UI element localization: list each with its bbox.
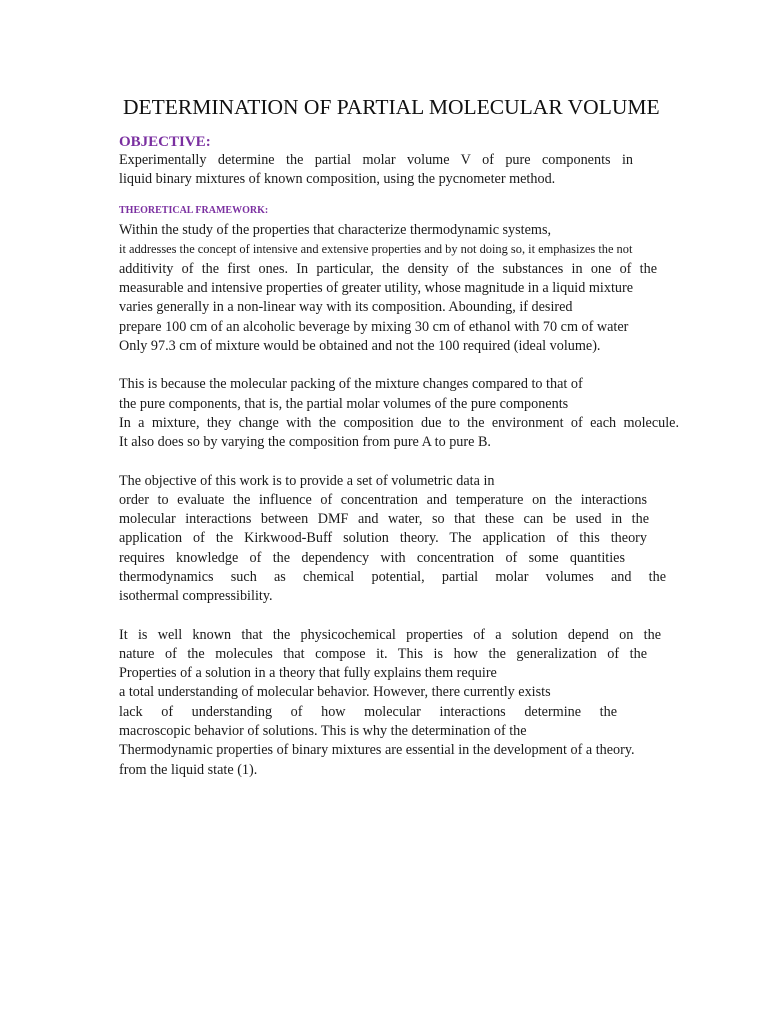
objective-line: Experimentally determine the partial molar volume V of pure components in — [119, 152, 633, 168]
paragraph-line: prepare 100 cm of an alcoholic beverage by mixing 30 cm of ethanol with 70 cm of water — [119, 319, 629, 335]
paragraph-line: it addresses the concept of intensive and extensive properties and by not doing so, it emphasizes the not — [119, 242, 633, 256]
page-title: DETERMINATION OF PARTIAL MOLECULAR VOLUME — [123, 95, 660, 119]
paragraph-line: varies generally in a non-linear way with its composition. Abounding, if desired — [119, 299, 573, 315]
paragraph-line: thermodynamics such as chemical potential, partial molar volumes and the — [119, 569, 666, 585]
paragraph-line: Only 97.3 cm of mixture would be obtained and not the 100 required (ideal volume). — [119, 338, 601, 354]
paragraph-line: measurable and intensive properties of greater utility, whose magnitude in a liquid mixture — [119, 280, 634, 296]
paragraph-line: Within the study of the properties that characterize thermodynamic systems, — [119, 222, 552, 238]
paragraph-line: Properties of a solution in a theory that fully explains them require — [119, 665, 497, 681]
paragraph-line: order to evaluate the influence of concentration and temperature on the interactions — [119, 492, 647, 508]
paragraph-line: the pure components, that is, the partial molar volumes of the pure components — [119, 396, 569, 412]
paragraph-line: The objective of this work is to provide a set of volumetric data in — [119, 473, 495, 489]
paragraph-line: In a mixture, they change with the composition due to the environment of each molecule. — [119, 415, 679, 431]
paragraph-line: It is well known that the physicochemical properties of a solution depend on the — [119, 627, 661, 643]
paragraph-line: isothermal compressibility. — [119, 588, 273, 604]
paragraph-line: requires knowledge of the dependency with concentration of some quantities — [119, 550, 625, 566]
theory-heading: THEORETICAL FRAMEWORK: — [119, 205, 269, 216]
paragraph-line: additivity of the first ones. In particular, the density of the substances in one of the — [119, 261, 657, 277]
paragraph-line: molecular interactions between DMF and water, so that these can be used in the — [119, 511, 649, 527]
paragraph-line: Thermodynamic properties of binary mixtures are essential in the development of a theory. — [119, 742, 635, 758]
paragraph-line: lack of understanding of how molecular interactions determine the — [119, 704, 617, 720]
paragraph-line: It also does so by varying the composition from pure A to pure B. — [119, 434, 491, 450]
paragraph-line: application of the Kirkwood-Buff solution theory. The application of this theory — [119, 530, 647, 546]
paragraph-line: from the liquid state (1). — [119, 762, 258, 778]
objective-heading: OBJECTIVE: — [119, 134, 211, 150]
paragraph-line: This is because the molecular packing of the mixture changes compared to that of — [119, 376, 583, 392]
paragraph-line: nature of the molecules that compose it. This is how the generalization of the — [119, 646, 647, 662]
objective-line: liquid binary mixtures of known composition, using the pycnometer method. — [119, 171, 556, 187]
paragraph-line: macroscopic behavior of solutions. This is why the determination of the — [119, 723, 527, 739]
paragraph-line: a total understanding of molecular behavior. However, there currently exists — [119, 684, 551, 700]
